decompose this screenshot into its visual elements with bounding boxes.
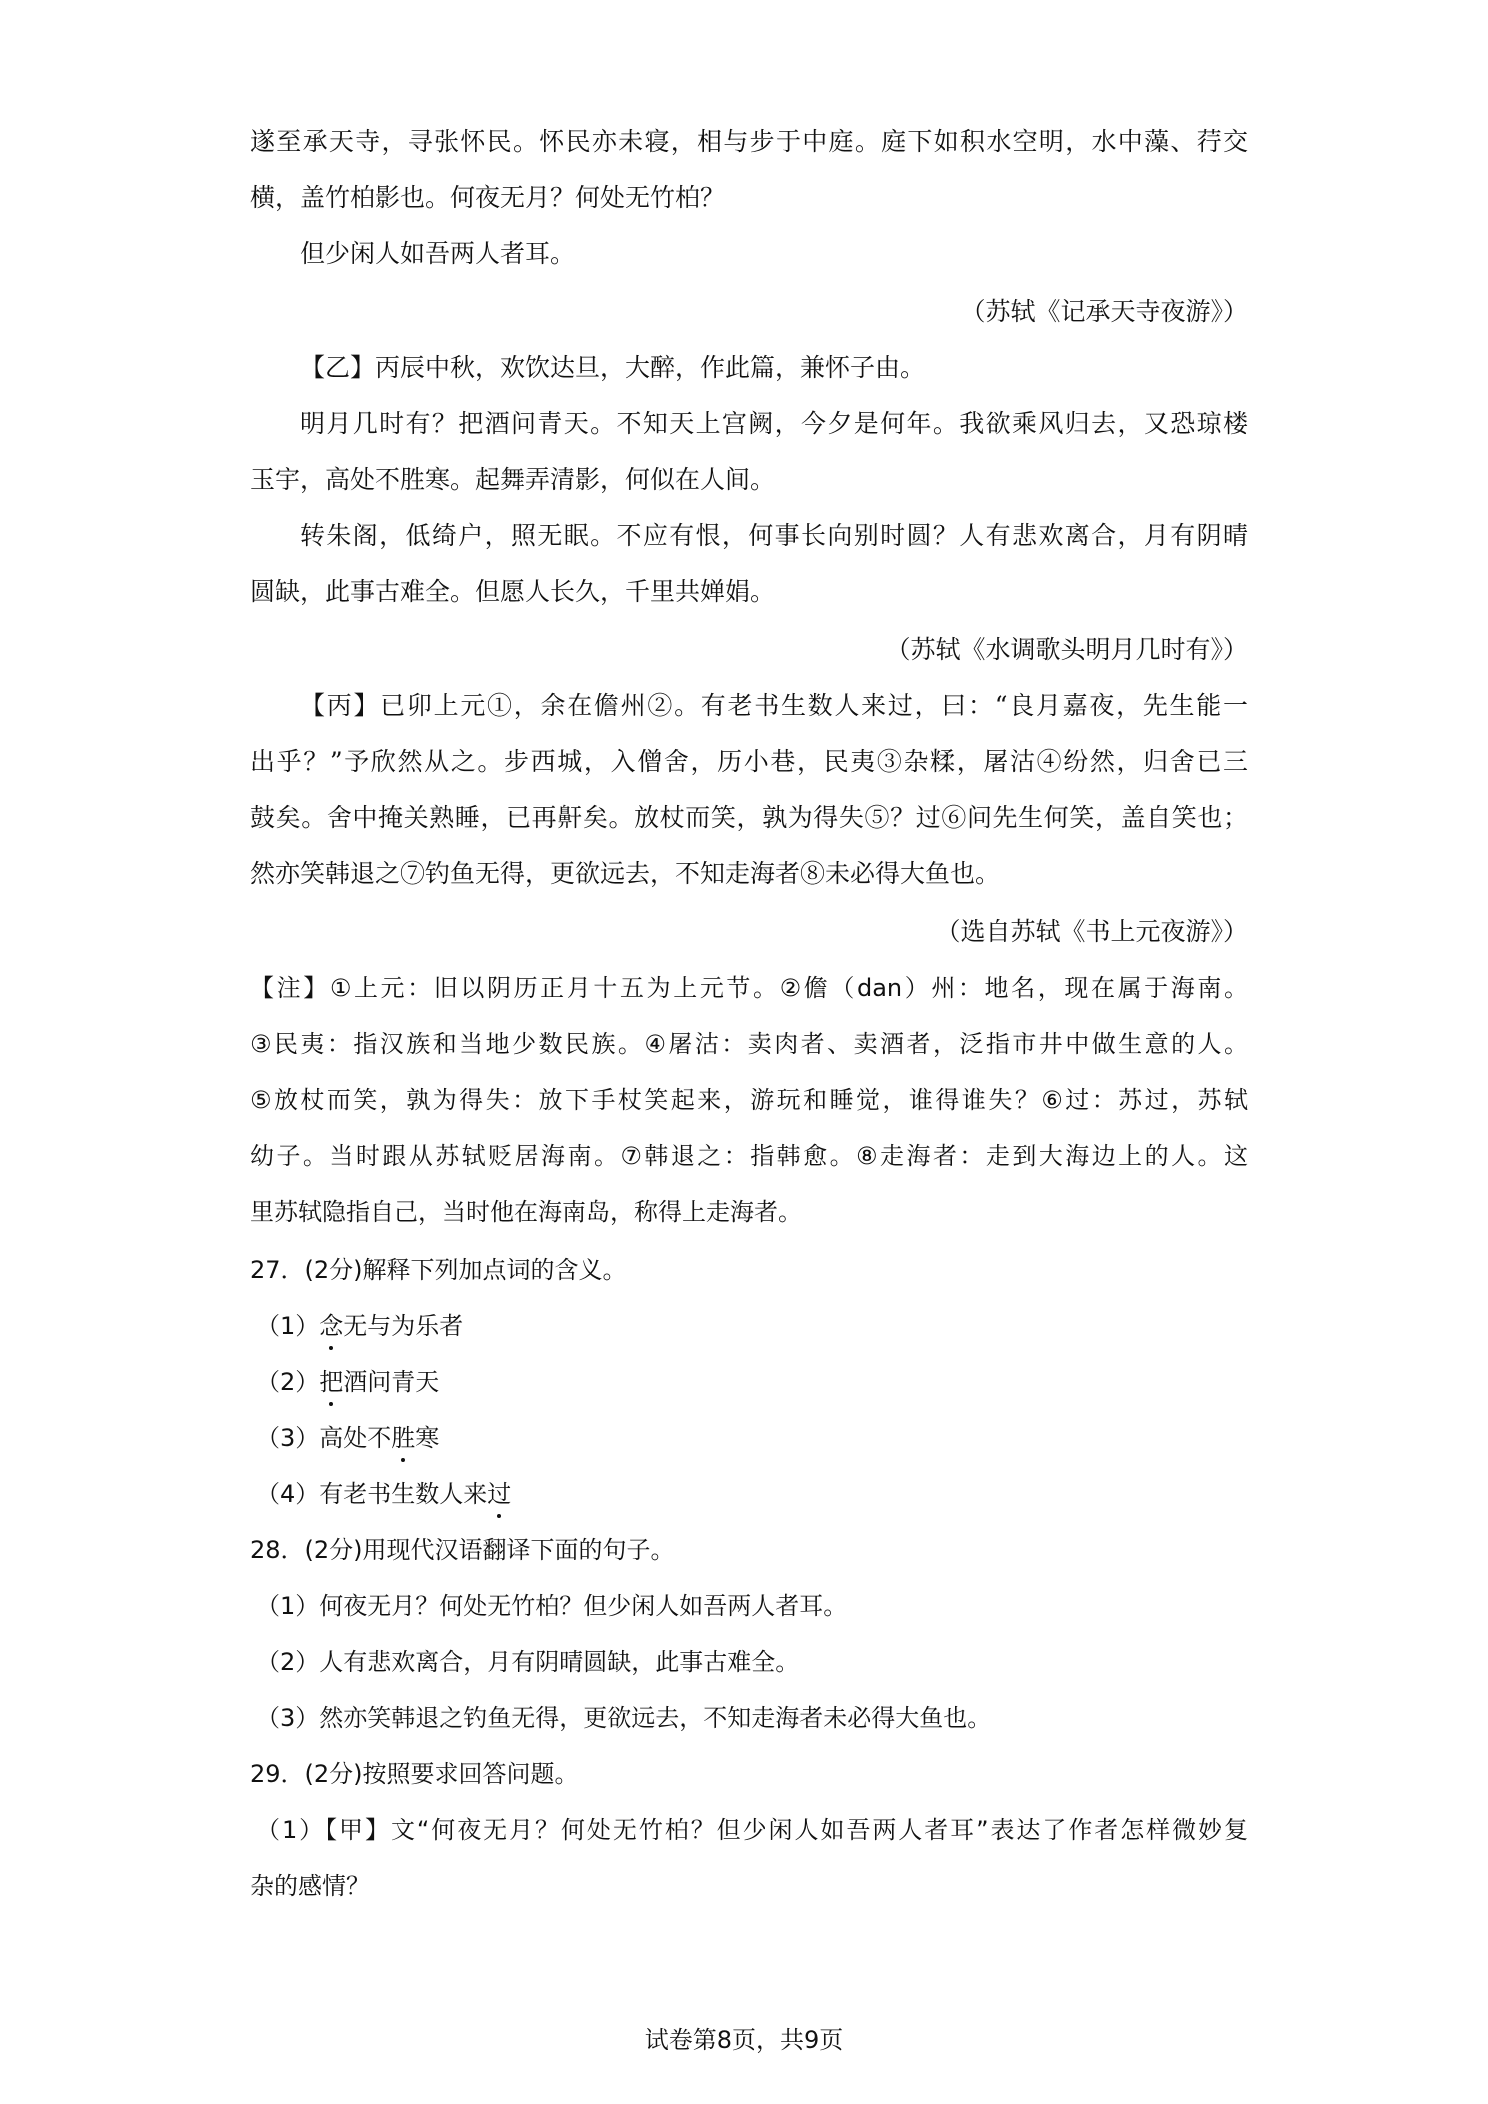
yi-p1-line-2: 玉宇，高处不胜寒。起舞弄清影，何似在人间。 [250, 465, 776, 494]
bing-line-2: 出乎？”予欣然从之。步西城，入僧舍，历小巷，民夷③杂糅，屠沽④纷然，归舍已三 [250, 747, 1248, 776]
q27-item-3: （3）高处不胜寒 [256, 1418, 439, 1458]
q28-item-1: （1）何夜无月？何处无竹柏？但少闲人如吾两人者耳。 [256, 1592, 848, 1620]
bing-source: （选自苏轼《书上元夜游》） [935, 917, 1248, 946]
emphasis-dot-word: 念 [319, 1306, 343, 1346]
bing-line-3: 鼓矣。舍中掩关熟睡，已再鼾矣。放杖而笑，孰为得失⑤？过⑥问先生何笑，盖自笑也； [250, 803, 1248, 832]
q29-item-1-line-1: （1）【甲】文“何夜无月？何处无竹柏？但少闲人如吾两人者耳”表达了作者怎样微妙复 [256, 1816, 1248, 1844]
bing-line-1: 【丙】已卯上元①，余在儋州②。有老书生数人来过，曰：“良月嘉夜，先生能一 [300, 691, 1248, 720]
q27-item-4: （4）有老书生数人来过 [256, 1474, 511, 1514]
page-footer: 试卷第8页，共9页 [644, 2026, 844, 2054]
jia-line-1: 遂至承天寺，寻张怀民。怀民亦未寝，相与步于中庭。庭下如积水空明，水中藻、荇交 [250, 127, 1248, 156]
yi-p2-line-1: 转朱阁，低绮户，照无眠。不应有恨，何事长向别时圆？人有悲欢离合，月有阴晴 [300, 521, 1248, 550]
q27-stem: 27．(2分)解释下列加点词的含义。 [250, 1256, 627, 1284]
yi-p2-line-2: 圆缺，此事古难全。但愿人长久，千里共婵娟。 [250, 577, 776, 606]
q28-item-2: （2）人有悲欢离合，月有阴晴圆缺，此事古难全。 [256, 1648, 800, 1676]
q28-item-3: （3）然亦笑韩退之钓鱼无得，更欲远去，不知走海者未必得大鱼也。 [256, 1704, 992, 1732]
notes-line-4: 幼子。当时跟从苏轼贬居海南。⑦韩退之：指韩愈。⑧走海者：走到大海边上的人。这 [250, 1142, 1248, 1170]
notes-line-2: ③民夷：指汉族和当地少数民族。④屠沽：卖肉者、卖酒者，泛指市井中做生意的人。 [250, 1030, 1248, 1058]
jia-line-2: 横，盖竹柏影也。何夜无月？何处无竹柏？ [250, 183, 726, 212]
q28-stem: 28．(2分)用现代汉语翻译下面的句子。 [250, 1536, 675, 1564]
emphasis-dot-word: 把 [319, 1362, 343, 1402]
yi-intro: 【乙】丙辰中秋，欢饮达旦，大醉，作此篇，兼怀子由。 [300, 353, 926, 382]
jia-source: （苏轼《记承天寺夜游》） [960, 297, 1248, 326]
notes-line-3: ⑤放杖而笑，孰为得失：放下手杖笑起来，游玩和睡觉，谁得谁失？⑥过：苏过，苏轼 [250, 1086, 1248, 1114]
yi-source: （苏轼《水调歌头明月几时有》） [885, 635, 1248, 664]
q27-item-1: （1）念无与为乐者 [256, 1306, 463, 1346]
q29-item-1-line-2: 杂的感情？ [250, 1872, 370, 1900]
emphasis-dot-word: 过 [487, 1474, 511, 1514]
notes-line-5: 里苏轼隐指自己，当时他在海南岛，称得上走海者。 [250, 1198, 802, 1226]
notes-line-1: 【注】①上元：旧以阴历正月十五为上元节。②儋（dan）州：地名，现在属于海南。 [250, 974, 1248, 1002]
jia-line-3: 但少闲人如吾两人者耳。 [300, 239, 576, 268]
yi-p1-line-1: 明月几时有？把酒问青天。不知天上宫阙，今夕是何年。我欲乘风归去，又恐琼楼 [300, 409, 1248, 438]
bing-line-4: 然亦笑韩退之⑦钓鱼无得，更欲远去，不知走海者⑧未必得大鱼也。 [250, 859, 1001, 888]
q27-item-2: （2）把酒问青天 [256, 1362, 439, 1402]
q29-stem: 29．(2分)按照要求回答问题。 [250, 1760, 579, 1788]
emphasis-dot-word: 胜 [391, 1418, 415, 1458]
